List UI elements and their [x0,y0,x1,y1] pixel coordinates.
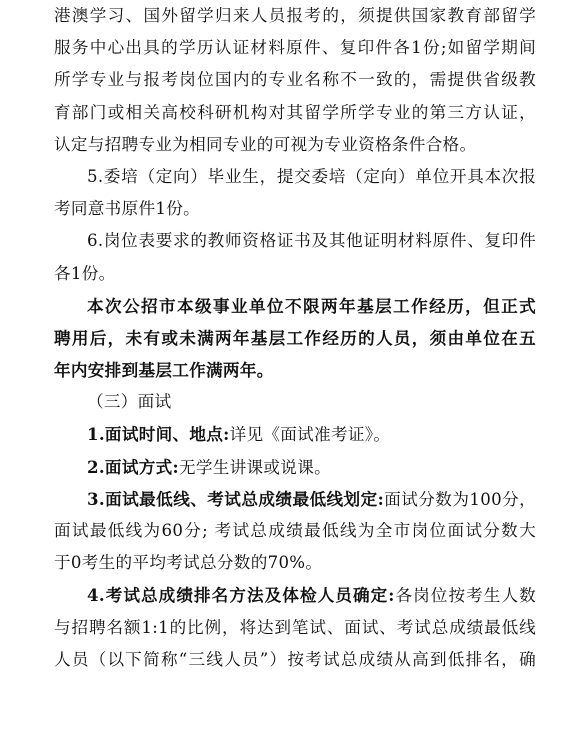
interview-item-3 [54,483,536,580]
section-heading-interview [54,386,536,418]
text-line: 本次公招市本级事业单位不限两年基层工作经历，但正式 [87,295,536,316]
text-line: 育部门或相关高校科研机构对其留学所学专业的第三方认证， [54,102,536,122]
text-line: 5.委培（定向）毕业生，提交委培（定向）单位开具本次报 [87,166,536,186]
text-line [54,418,536,450]
text-line: 面试最低线为60分; 考试总成绩最低线为全市岗位面试分数大 [54,521,536,540]
text-line: 所学专业与报考岗位国内的专业名称不一致的，需提供省级教 [54,70,536,90]
paragraph-notice-bold [54,290,536,387]
paragraph-item-5 [54,161,536,225]
text-line: 服务中心出具的学历认证材料原件、复印件各1份;如留学期间 [54,38,536,58]
text-line: 考同意书原件1份。 [54,199,201,219]
text-line: 港澳学习、国外留学归来人员报考的，须提供国家教育部留学 [54,6,536,25]
item-text: 面试分数为100分， [384,489,536,509]
text-line: 于0考生的平均考试总分数的70%。 [54,553,323,573]
item-label: 4.考试总成绩排名方法及体检人员确定: [87,585,395,606]
text-line: 各1份。 [54,263,116,283]
item-text: 无学生讲课或说课。 [178,457,331,477]
interview-item-4 [54,579,536,676]
text-line [54,579,536,611]
text-line [54,483,536,515]
text-line: 聘用后，未有或未满两年基层工作经历的人员，须由单位在五 [54,327,536,348]
item-label: 1.面试时间、地点: [87,424,230,445]
item-text: 详见《面试准考证》。 [229,425,391,445]
text-line: 人员（以下简称“三线人员”）按考试总成绩从高到低排名，确 [54,649,536,669]
item-label: 2.面试方式: [87,456,179,477]
document-page [54,0,536,676]
paragraph-overseas-certification [54,0,536,161]
interview-item-2 [54,451,536,483]
text-line: 与招聘名额1:1的比例，将达到笔试、面试、考试总成绩最低线 [54,617,536,637]
item-text: 各岗位按考生人数 [394,586,536,606]
interview-item-1 [54,418,536,450]
paragraph-item-6 [54,225,536,289]
text-line: 认定与招聘专业为相同专业的可视为专业资格条件合格。 [54,134,477,154]
text-line [54,451,536,483]
text-line: 年内安排到基层工作满两年。 [54,360,274,381]
text-line: 6.岗位表要求的教师资格证书及其他证明材料原件、复印件 [87,231,536,251]
text-line: （三）面试 [87,392,172,412]
item-label: 3.面试最低线、考试总成绩最低线划定: [87,488,385,509]
